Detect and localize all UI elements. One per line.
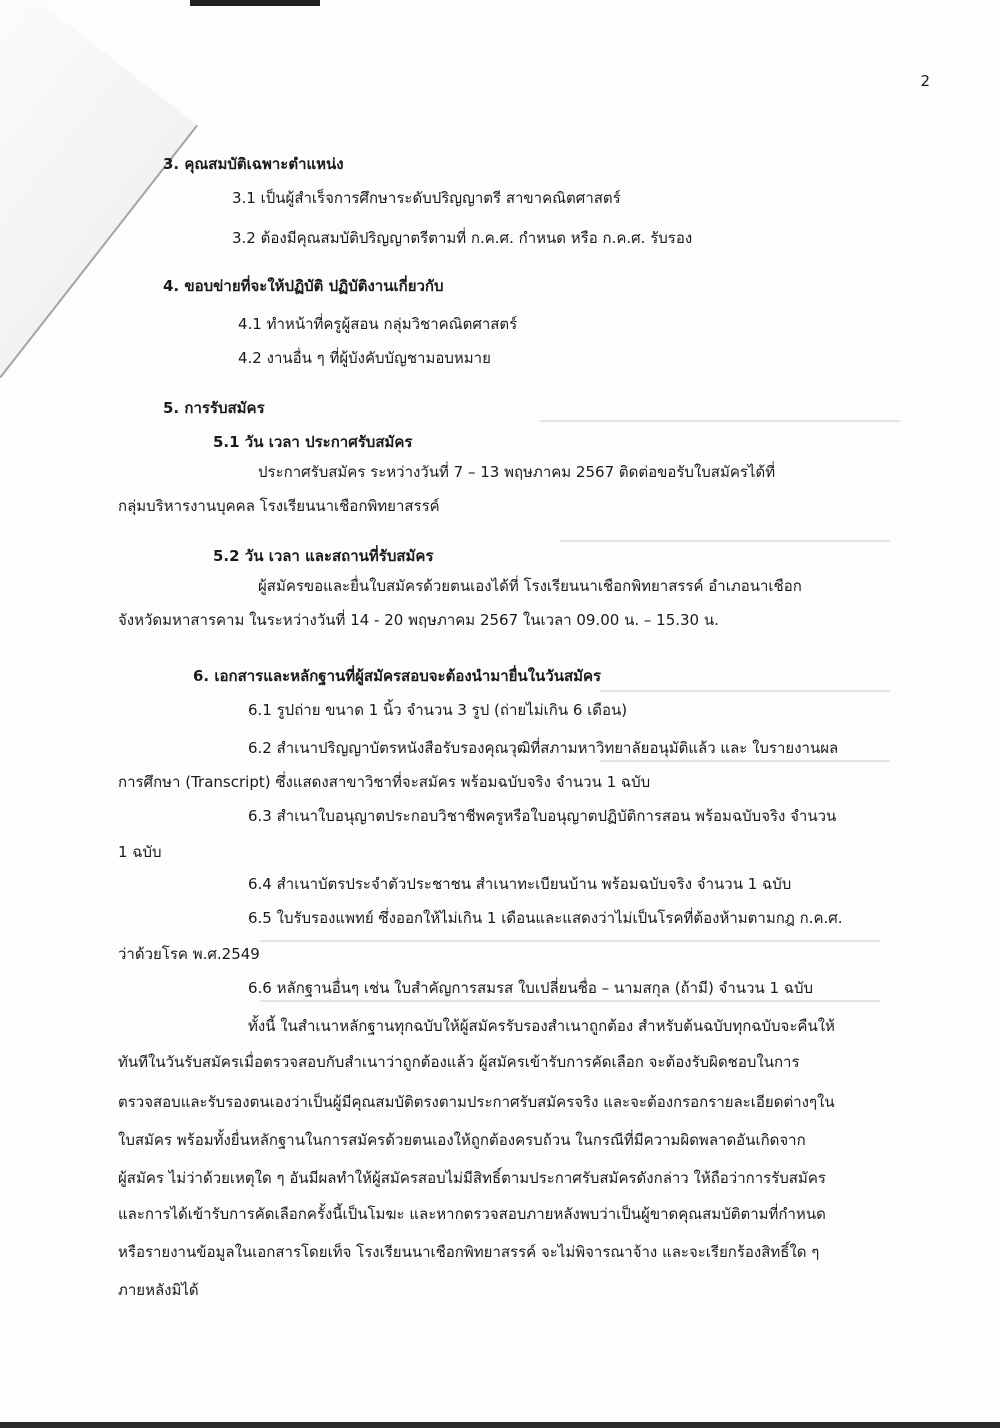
note-line-4: ใบสมัคร พร้อมทั้งยื่นหลักฐานในการสมัครด้วยตนเองให้ถูกต้องครบถ้วน ในกรณีที่มีความผิดพลาดอันเกิดจาก	[118, 1131, 806, 1149]
text-5-1-line-2: กลุ่มบริหารงานบุคคล โรงเรียนนาเชือกพิทยาสรรค์	[118, 497, 440, 515]
item-3-2: 3.2 ต้องมีคุณสมบัติปริญญาตรีตามที่ ก.ค.ศ. กำหนด หรือ ก.ค.ศ. รับรอง	[232, 229, 693, 247]
note-line-1: ทั้งนี้ ในสำเนาหลักฐานทุกฉบับให้ผู้สมัครรับรองสำเนาถูกต้อง สำหรับต้นฉบับทุกฉบับจะคืนให้	[248, 1017, 835, 1035]
scan-bottom-edge	[0, 1422, 1000, 1428]
note-line-5: ผู้สมัคร ไม่ว่าด้วยเหตุใด ๆ อันมีผลทำให้ผู้สมัครสอบไม่มีสิทธิ์ตามประกาศรับสมัครดังกล่าว ให้ถือว่าการรับสมัคร	[118, 1169, 826, 1187]
item-6-5-line-1: 6.5 ใบรับรองแพทย์ ซึ่งออกให้ไม่เกิน 1 เดือนและแสดงว่าไม่เป็นโรคที่ต้องห้ามตามกฎ ก.ค.ศ.	[248, 909, 843, 927]
subsection-5-1-heading: 5.1 วัน เวลา ประกาศรับสมัคร	[213, 433, 413, 451]
item-6-1: 6.1 รูปถ่าย ขนาด 1 นิ้ว จำนวน 3 รูป (ถ่ายไม่เกิน 6 เดือน)	[248, 701, 628, 719]
show-through-line	[560, 540, 890, 542]
item-6-2-line-1: 6.2 สำเนาปริญญาบัตรหนังสือรับรองคุณวุฒิที่สภามหาวิทยาลัยอนุมัติแล้ว และ ใบรายงานผล	[248, 739, 839, 757]
note-line-3: ตรวจสอบและรับรองตนเองว่าเป็นผู้มีคุณสมบัติตรงตามประกาศรับสมัครจริง และจะต้องกรอกรายละเอียดต่างๆใน	[118, 1093, 835, 1111]
section-4-heading: 4. ขอบข่ายที่จะให้ปฏิบัติ ปฏิบัติงานเกี่ยวกับ	[163, 277, 444, 295]
item-6-6: 6.6 หลักฐานอื่นๆ เช่น ใบสำคัญการสมรส ใบเปลี่ยนชื่อ – นามสกุล (ถ้ามี) จำนวน 1 ฉบับ	[248, 979, 814, 997]
item-6-3-line-2: 1 ฉบับ	[118, 843, 162, 861]
item-6-2-line-2: การศึกษา (Transcript) ซึ่งแสดงสาขาวิชาที่จะสมัคร พร้อมฉบับจริง จำนวน 1 ฉบับ	[118, 773, 651, 791]
section-5-heading: 5. การรับสมัคร	[163, 399, 265, 417]
item-4-2: 4.2 งานอื่น ๆ ที่ผู้บังคับบัญชามอบหมาย	[238, 349, 491, 367]
show-through-line	[540, 420, 900, 422]
item-6-5-line-2: ว่าด้วยโรค พ.ศ.2549	[118, 945, 260, 963]
note-line-8: ภายหลังมิได้	[118, 1281, 199, 1299]
scan-fold-artifact	[0, 0, 198, 378]
item-4-1: 4.1 ทำหน้าที่ครูผู้สอน กลุ่มวิชาคณิตศาสตร์	[238, 315, 518, 333]
text-5-2-line-1: ผู้สมัครขอและยื่นใบสมัครด้วยตนเองได้ที่ โรงเรียนนาเชือกพิทยาสรรค์ อำเภอนาเชือก	[258, 577, 802, 595]
text-5-1-line-1: ประกาศรับสมัคร ระหว่างวันที่ 7 – 13 พฤษภาคม 2567 ติดต่อขอรับใบสมัครได้ที่	[258, 463, 776, 481]
show-through-line	[600, 760, 890, 762]
section-3-heading: 3. คุณสมบัติเฉพาะตำแหน่ง	[163, 155, 344, 173]
show-through-line	[600, 690, 890, 692]
page-number: 2	[920, 72, 930, 90]
scan-top-edge	[190, 0, 320, 6]
subsection-5-2-heading: 5.2 วัน เวลา และสถานที่รับสมัคร	[213, 547, 434, 565]
note-line-2: ทันทีในวันรับสมัครเมื่อตรวจสอบกับสำเนาว่าถูกต้องแล้ว ผู้สมัครเข้ารับการคัดเลือก จะต้องรับผิดชอบในการ	[118, 1053, 800, 1071]
note-line-6: และการได้เข้ารับการคัดเลือกครั้งนี้เป็นโมฆะ และหากตรวจสอบภายหลังพบว่าเป็นผู้ขาดคุณสมบัติตามที่กำหนด	[118, 1205, 826, 1223]
show-through-line	[260, 1000, 880, 1002]
note-line-7: หรือรายงานข้อมูลในเอกสารโดยเท็จ โรงเรียนนาเชือกพิทยาสรรค์ จะไม่พิจารณาจ้าง และจะเรียกร้องสิทธิ์ใด ๆ	[118, 1243, 820, 1261]
text-5-2-line-2: จังหวัดมหาสารคาม ในระหว่างวันที่ 14 - 20 พฤษภาคม 2567 ในเวลา 09.00 น. – 15.30 น.	[118, 611, 719, 629]
item-3-1: 3.1 เป็นผู้สำเร็จการศึกษาระดับปริญญาตรี สาขาคณิตศาสตร์	[232, 189, 621, 207]
section-6-heading: 6. เอกสารและหลักฐานที่ผู้สมัครสอบจะต้องนำมายื่นในวันสมัคร	[193, 667, 602, 685]
item-6-4: 6.4 สำเนาบัตรประจำตัวประชาชน สำเนาทะเบียนบ้าน พร้อมฉบับจริง จำนวน 1 ฉบับ	[248, 875, 792, 893]
item-6-3-line-1: 6.3 สำเนาใบอนุญาตประกอบวิชาชีพครูหรือใบอนุญาตปฏิบัติการสอน พร้อมฉบับจริง จำนวน	[248, 807, 837, 825]
show-through-line	[260, 940, 880, 942]
